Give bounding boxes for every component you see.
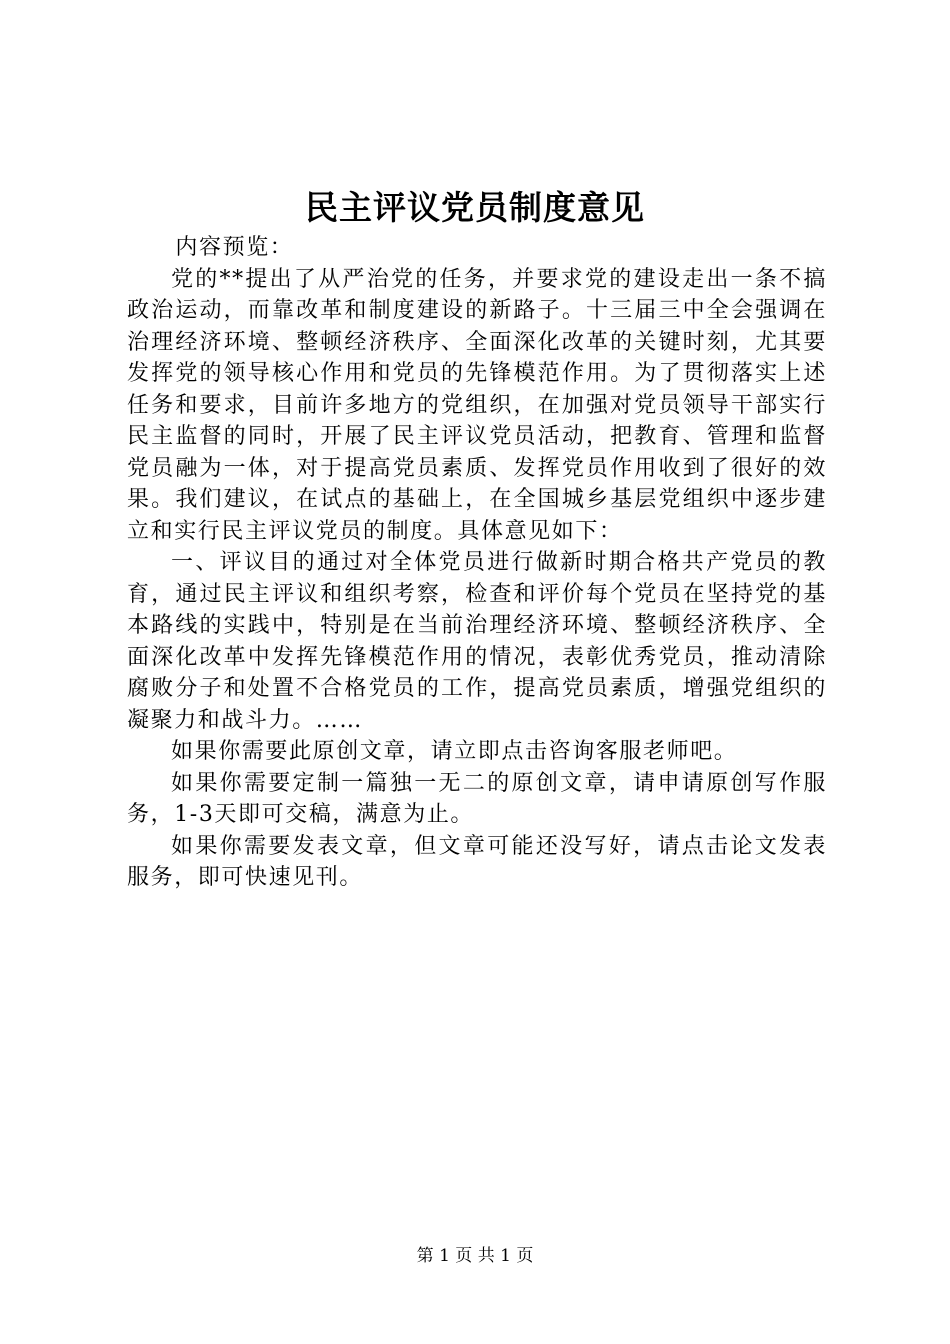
page-footer: 第 1 页 共 1 页	[416, 1246, 534, 1266]
paragraph-custom-writing: 如果你需要定制一篇独一无二的原创文章，请申请原创写作服务，1-3天即可交稿，满意为止。	[127, 770, 827, 827]
paragraph-purpose: 一、评议目的通过对全体党员进行做新时期合格共产党员的教育，通过民主评议和组织考察，检查和评价每个党员在坚持党的基本路线的实践中，特别是在当前治理经济环境、整顿经济秩序、全面深化改革中发挥先锋模范作用的情况，表彰优秀党员，推动清除腐败分子和处置不合格党员的工作，提高党员素质，增强党组织的凝聚力和战斗力。……	[127, 550, 827, 733]
preview-label: 内容预览：	[175, 235, 294, 260]
paragraph-publishing-service: 如果你需要发表文章，但文章可能还没写好，请点击论文发表服务，即可快速见刊。	[127, 833, 827, 890]
document-title: 民主评议党员制度意见	[305, 188, 645, 227]
document-body	[127, 232, 827, 894]
paragraph-intro: 党的**提出了从严治党的任务，并要求党的建设走出一条不搞政治运动，而靠改革和制度建设的新路子。十三届三中全会强调在治理经济环境、整顿经济秩序、全面深化改革的关键时刻，尤其要发挥党的领导核心作用和党员的先锋模范作用。为了贯彻落实上述任务和要求，目前许多地方的党组织，在加强对党员领导干部实行民主监督的同时，开展了民主评议党员活动，把教育、管理和监督党员融为一体，对于提高党员素质、发挥党员作用收到了很好的效果。我们建议，在试点的基础上，在全国城乡基层党组织中逐步建立和实行民主评议党员的制度。具体意见如下：	[127, 266, 827, 544]
paragraph-contact-service: 如果你需要此原创文章，请立即点击咨询客服老师吧。	[171, 739, 738, 764]
